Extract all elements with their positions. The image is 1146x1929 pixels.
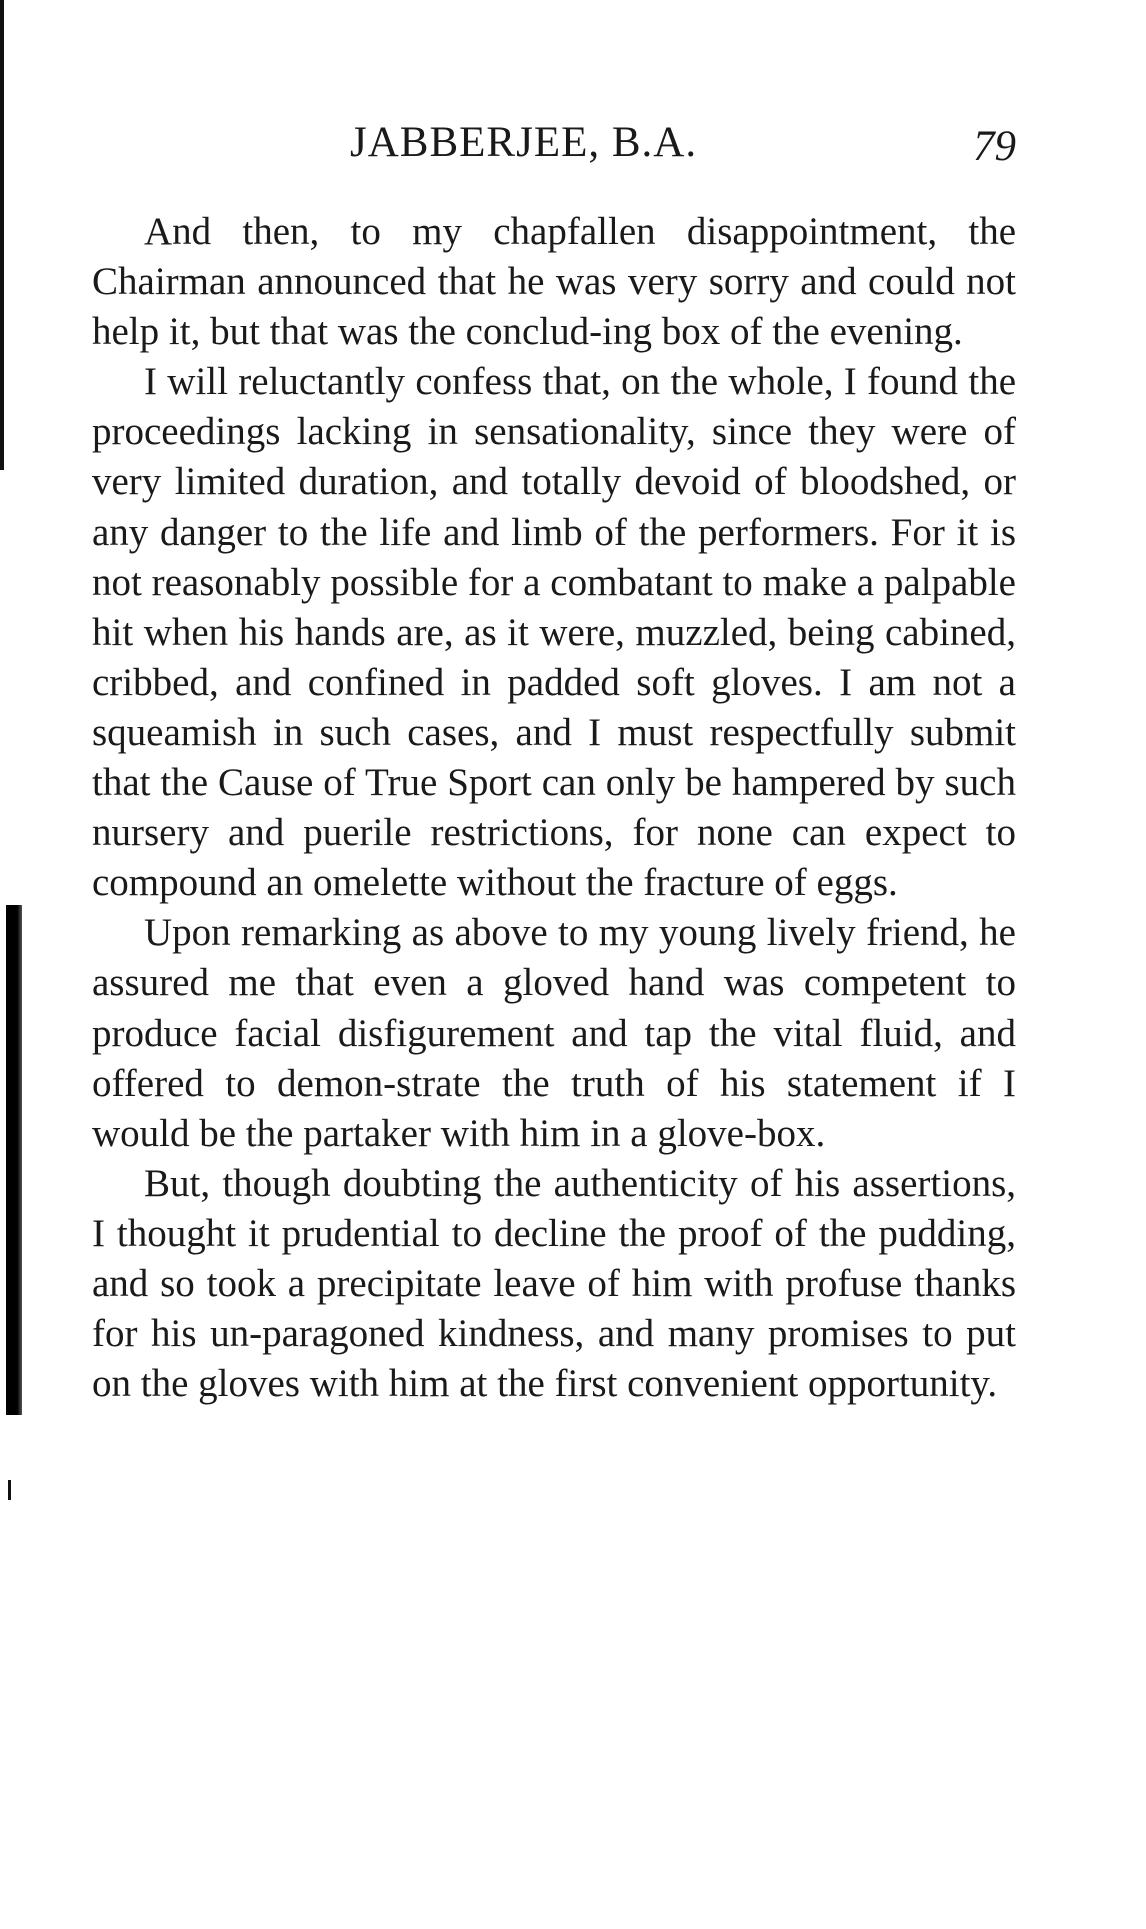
paragraph: I will reluctantly confess that, on the whole, I found the proceedings lacking in sensationality, since they were of very limited duration, and totally devoid of bloodshed, or any danger to the life and limb of the performers. For it is not reasonably possible for a combatant to make a palpable hit when his hands are, as it were, muzzled, being cabined, cribbed, and confined in padded soft gloves. I am not a squeamish in such cases, and I must respectfully submit that the Cause of True Sport can only be hampered by such nursery and puerile restrictions, for none can expect to compound an omelette without the fracture of eggs. — [92, 360, 1016, 905]
scan-edge-mark — [6, 905, 22, 1415]
scan-edge-mark — [8, 1480, 11, 1500]
running-head — [92, 118, 1016, 178]
paragraph: But, though doubting the authenticity of his assertions, I thought it prudential to decline the proof of the pudding, and so took a precipitate leave of him with profuse thanks for his un-paragoned kindness, and many promises to put on the gloves with him at the first convenient opportunity. — [92, 1161, 1016, 1406]
paragraph: And then, to my chapfallen disappointment, the Chairman announced that he was very sorry and could not help it, but that was the conclud-ing box of the evening. — [92, 210, 1016, 354]
page-number: 79 — [973, 123, 1016, 170]
body-text — [92, 207, 1016, 1409]
scan-edge-mark — [0, 0, 4, 470]
running-title: JABBERJEE, B.A. — [350, 119, 698, 166]
paragraph: Upon remarking as above to my young lively friend, he assured me that even a gloved hand was competent to produce facial disfigurement and tap the vital fluid, and offered to demon-strate the truth of his statement if I would be the partaker with him in a glove-box. — [92, 911, 1016, 1155]
